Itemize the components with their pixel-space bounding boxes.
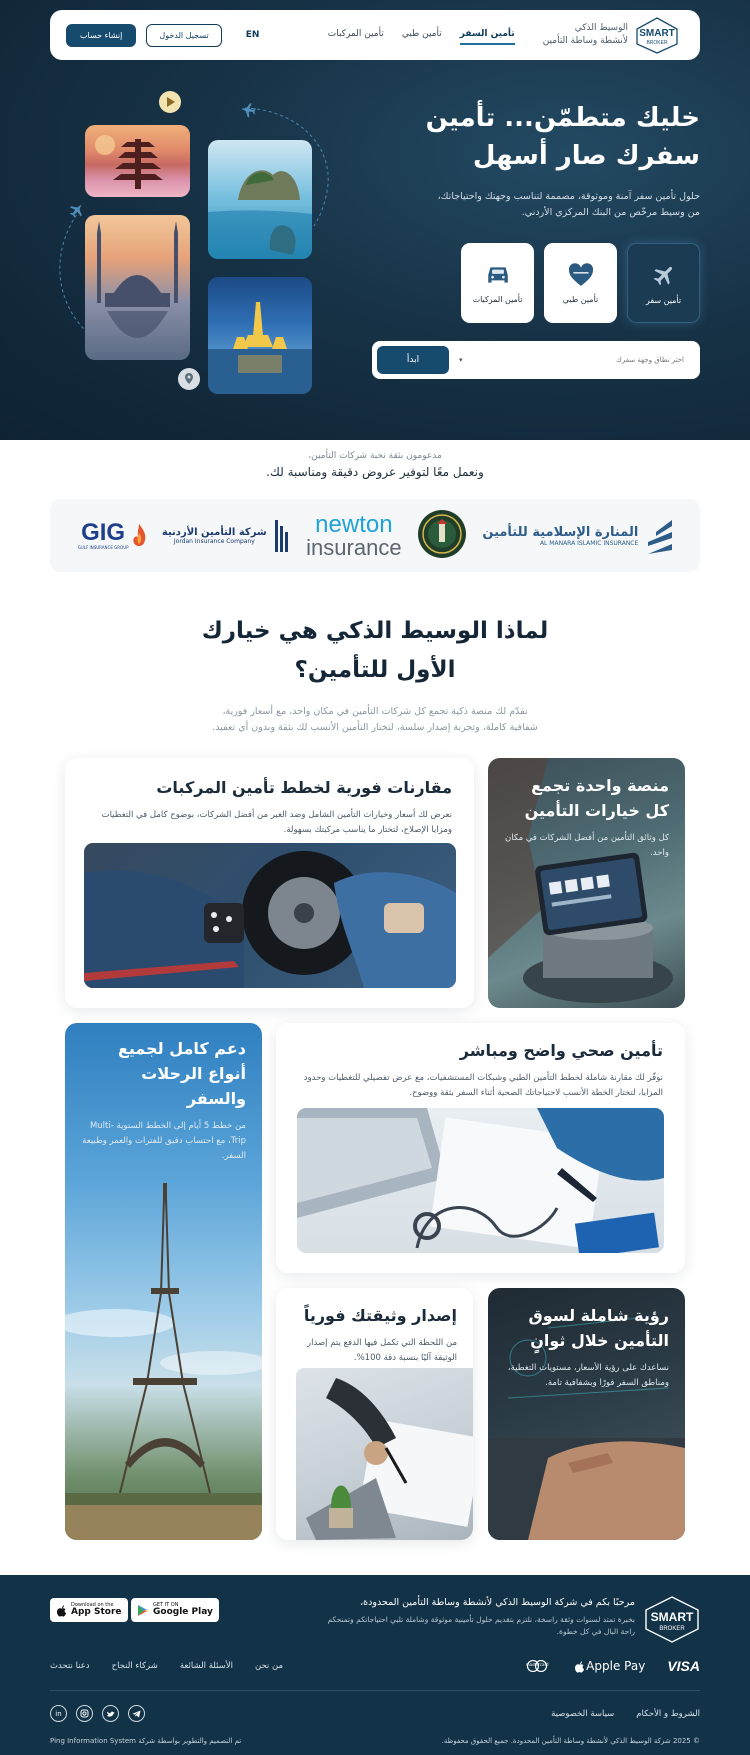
feature-title-instant-issue: إصدار وثيقتك فورياً	[303, 1306, 457, 1326]
nav-vehicle-insurance[interactable]: تأمين المركبات	[327, 29, 384, 39]
signing-document-image	[296, 1368, 473, 1540]
social-links	[50, 1705, 145, 1722]
medical-insurance-label: تأمين طبي	[562, 294, 599, 304]
nav-medical-insurance[interactable]: تأمين طبي	[401, 29, 442, 39]
jordan-insurance-name-en: Jordan Insurance Company	[173, 537, 255, 545]
app-store-button[interactable]	[50, 1598, 128, 1622]
feature-text-all-trips: من خطط 5 أيام إلى الخطط السنوية Multi-Trip، مع احتساب دقيق للفترات والعمر وطبيعة السفر.	[82, 1120, 246, 1161]
medical-insurance-card[interactable]	[544, 243, 617, 323]
site-footer	[0, 1575, 750, 1755]
feature-title-vehicle-comparison: مقارنات فورية لخطط تأمين المركبات	[156, 778, 452, 798]
feature-title-market-overview: رؤية شاملة لسوق التأمين خلال ثوانٍ	[528, 1306, 669, 1351]
almanara-logo-icon	[646, 518, 672, 554]
hero-section	[0, 0, 750, 440]
thailand-island-photo	[208, 140, 312, 259]
plane-icon	[651, 262, 677, 288]
signup-button[interactable]: إنشاء حساب	[66, 24, 136, 47]
footer-link-partners[interactable]: شركاء النجاح	[111, 1661, 158, 1671]
footer-link-contact[interactable]: دعنا نتحدث	[50, 1661, 90, 1671]
feature-card-one-platform	[488, 758, 685, 1008]
svg-text:BROKER: BROKER	[659, 1626, 685, 1632]
footer-about: بخبرة تمتد لسنوات وثقة راسخة، نلتزم بتقديم حلول تأمينية موثوقة وشاملة تلبي احتياجاتكم وتمنحكم راحة البال في كل خطوة.	[327, 1615, 635, 1637]
top-navbar	[50, 10, 700, 60]
feature-card-market-overview	[488, 1288, 685, 1540]
travel-insurance-card[interactable]	[627, 243, 700, 323]
svg-text:SMART: SMART	[639, 28, 675, 39]
svg-text:BROKER: BROKER	[646, 40, 668, 46]
newton-insurance-logo[interactable]	[306, 510, 402, 560]
vehicle-insurance-label: تأمين المركبات	[472, 294, 523, 304]
japan-pagoda-photo	[85, 125, 190, 197]
brand-name-line1: الوسيط الذكي	[574, 23, 628, 34]
plane-icon	[67, 200, 87, 220]
destination-select-input[interactable]	[463, 356, 696, 364]
svg-text:SMART: SMART	[650, 1610, 694, 1624]
heart-icon	[568, 263, 594, 287]
travel-insurance-label: تأمين سفر	[645, 295, 682, 305]
twitter-icon[interactable]	[102, 1705, 119, 1722]
privacy-link[interactable]: سياسة الخصوصية	[551, 1709, 615, 1719]
why-us-section	[0, 572, 750, 1558]
feature-text-health-insurance: نوفّر لك مقارنة شاملة لخطط التأمين الطبي وشبكات المستشفيات، مع عرض تفصيلي للتغطيات وحدود المزايا، لتختار الخطة الأنسب لاحتياجاتك الصحية أثناء السفر بثقة ووضوح.	[303, 1073, 663, 1099]
partners-title: ونعمل معًا لتوفير عروض دقيقة ومناسبة لك.	[266, 465, 484, 479]
nav-travel-insurance[interactable]: تأمين السفر	[460, 25, 515, 45]
feature-card-all-trips	[65, 1023, 262, 1540]
smart-broker-logo-icon	[644, 1595, 700, 1643]
destination-search-bar	[372, 341, 700, 379]
footer-logo[interactable]	[644, 1595, 700, 1647]
newton-name: newton	[315, 510, 393, 538]
vehicle-insurance-card[interactable]	[461, 243, 534, 323]
bangkok-temple-photo	[208, 277, 312, 394]
car-tire-service-image	[84, 843, 456, 988]
almanara-name-en: AL MANARA ISLAMIC INSURANCE	[539, 539, 639, 547]
hero-title: خليك متطمّن... تأمين سفرك صار أسهل	[425, 103, 700, 171]
footer-divider	[50, 1690, 700, 1691]
feature-card-vehicle-comparison	[65, 758, 474, 1008]
copyright-text: © 2025 شركة الوسيط الذكي لأنشطة وساطة التأمين المحدودة. جميع الحقوق محفوظة.	[441, 1737, 700, 1745]
jordan-insurance-name: شركة التأمين الأردنية	[161, 526, 267, 538]
developer-credit: تم التصميم والتطوير بواسطة شركة Ping Information System	[50, 1737, 242, 1745]
military-insurance-seal-logo[interactable]	[417, 509, 467, 563]
footer-legal-links	[551, 1709, 700, 1719]
gig-insurance-logo[interactable]	[78, 521, 147, 550]
feature-card-health-insurance	[276, 1023, 685, 1273]
feature-text-one-platform: كل وثائق التأمين من أفضل الشركات في مكان واحد.	[505, 833, 669, 858]
feature-title-one-platform: منصة واحدة تجمع كل خيارات التأمين	[524, 776, 669, 821]
partners-section	[0, 440, 750, 572]
istanbul-mosque-photo	[85, 215, 190, 360]
google-play-button[interactable]	[131, 1598, 219, 1622]
why-us-title: لماذا الوسيط الذكي هي خيارك الأول للتأمين؟	[201, 618, 549, 684]
features-grid	[0, 758, 750, 1558]
location-badge-icon	[178, 368, 200, 390]
feature-text-instant-issue: من اللحظة التي تكمل فيها الدفع يتم إصدار الوثيقة آليًا بنسبة دقة 100%.	[307, 1338, 457, 1364]
payment-methods	[522, 1657, 700, 1675]
visa-icon: VISA	[667, 1658, 700, 1674]
feature-text-market-overview: نساعدك على رؤية الأسعار، مستويات التغطية، ومناطق السفر فورًا وبشفافية تامة.	[507, 1363, 669, 1388]
linkedin-icon[interactable]: in	[50, 1705, 67, 1722]
car-icon	[485, 263, 511, 287]
feature-title-health-insurance: تأمين صحي واضح ومباشر	[459, 1041, 663, 1061]
feature-title-all-trips: دعم كامل لجميع أنواع الرحلات والسفر	[117, 1039, 246, 1109]
google-play-small: GET IT ON	[153, 1601, 179, 1608]
telegram-icon[interactable]	[128, 1705, 145, 1722]
language-switch[interactable]: EN	[245, 30, 260, 40]
apple-pay-label: Apple Pay	[586, 1659, 646, 1673]
why-us-subtitle: نقدّم لك منصة ذكية تجمع كل شركات التأمين في مكان واحد، مع أسعار فورية، شفافية كاملة، وتجربة إصدار سلسة، لتختار التأمين الأنسب لك بثقة وبدون أي تعقيد.	[212, 706, 538, 734]
doctor-stethoscope-image	[297, 1108, 664, 1253]
google-play-icon	[137, 1604, 149, 1617]
plane-icon	[240, 102, 257, 118]
gig-flame-icon	[131, 523, 147, 549]
hero-subtitle: حلول تأمين سفر آمنة وموثوقة، مصممة لتناسب وجهتك واحتياجاتك، من وسيط مرخّص من البنك المركزي الأردني.	[437, 191, 700, 219]
feature-text-vehicle-comparison: نعرض لك أسعار وخيارات التأمين الشامل وضد الغير من أفضل الشركات، بوضوح كامل في التغطيات ومزايا الإصلاح، لتختار ما يناسب مركبتك بسهولة.	[101, 810, 452, 836]
instagram-icon[interactable]	[76, 1705, 93, 1722]
newton-sub: insurance	[306, 534, 402, 560]
smart-broker-logo-icon	[634, 16, 680, 54]
almanara-insurance-logo[interactable]	[482, 518, 672, 554]
jordan-insurance-logo[interactable]	[162, 518, 291, 554]
mastercard-label: mastercard	[525, 1662, 549, 1667]
brand-logo[interactable]	[543, 16, 680, 54]
start-button[interactable]: ابدأ	[377, 346, 449, 374]
mastercard-icon	[522, 1657, 552, 1675]
footer-welcome: مرحبًا بكم في شركة الوسيط الذكي لأنشطة وساطة التأمين المحدودة،	[360, 1597, 635, 1608]
footer-link-about[interactable]: من نحن	[254, 1661, 284, 1671]
apple-icon	[56, 1604, 67, 1617]
app-store-label: App Store	[71, 1606, 122, 1617]
jordan-insurance-logo-icon	[273, 518, 291, 554]
brand-name-line2: لأنشطة وساطة التأمين	[542, 36, 628, 46]
partners-kicker: مدعومون بثقة نخبة شركات التأمين،	[308, 451, 442, 461]
play-badge-icon[interactable]	[159, 91, 181, 113]
partner-logos-strip	[50, 499, 700, 572]
terms-link[interactable]: الشروط و الأحكام	[636, 1709, 700, 1719]
insurance-type-cards	[461, 243, 700, 323]
gig-sub: GULF INSURANCE GROUP	[77, 545, 129, 550]
apple-pay-icon	[574, 1659, 645, 1673]
footer-links	[50, 1661, 283, 1671]
app-store-small: Download on the	[71, 1601, 114, 1608]
footer-link-faq[interactable]: الأسئلة الشائعة	[179, 1661, 233, 1671]
login-button[interactable]: تسجيل الدخول	[146, 24, 221, 47]
almanara-name: المنارة الإسلامية للتأمين	[482, 524, 639, 540]
feature-card-instant-issue	[276, 1288, 473, 1540]
gig-name: GIG	[81, 519, 126, 546]
chevron-down-icon[interactable]: ▾	[459, 356, 463, 364]
main-nav	[328, 25, 515, 45]
google-play-label: Google Play	[153, 1606, 213, 1617]
